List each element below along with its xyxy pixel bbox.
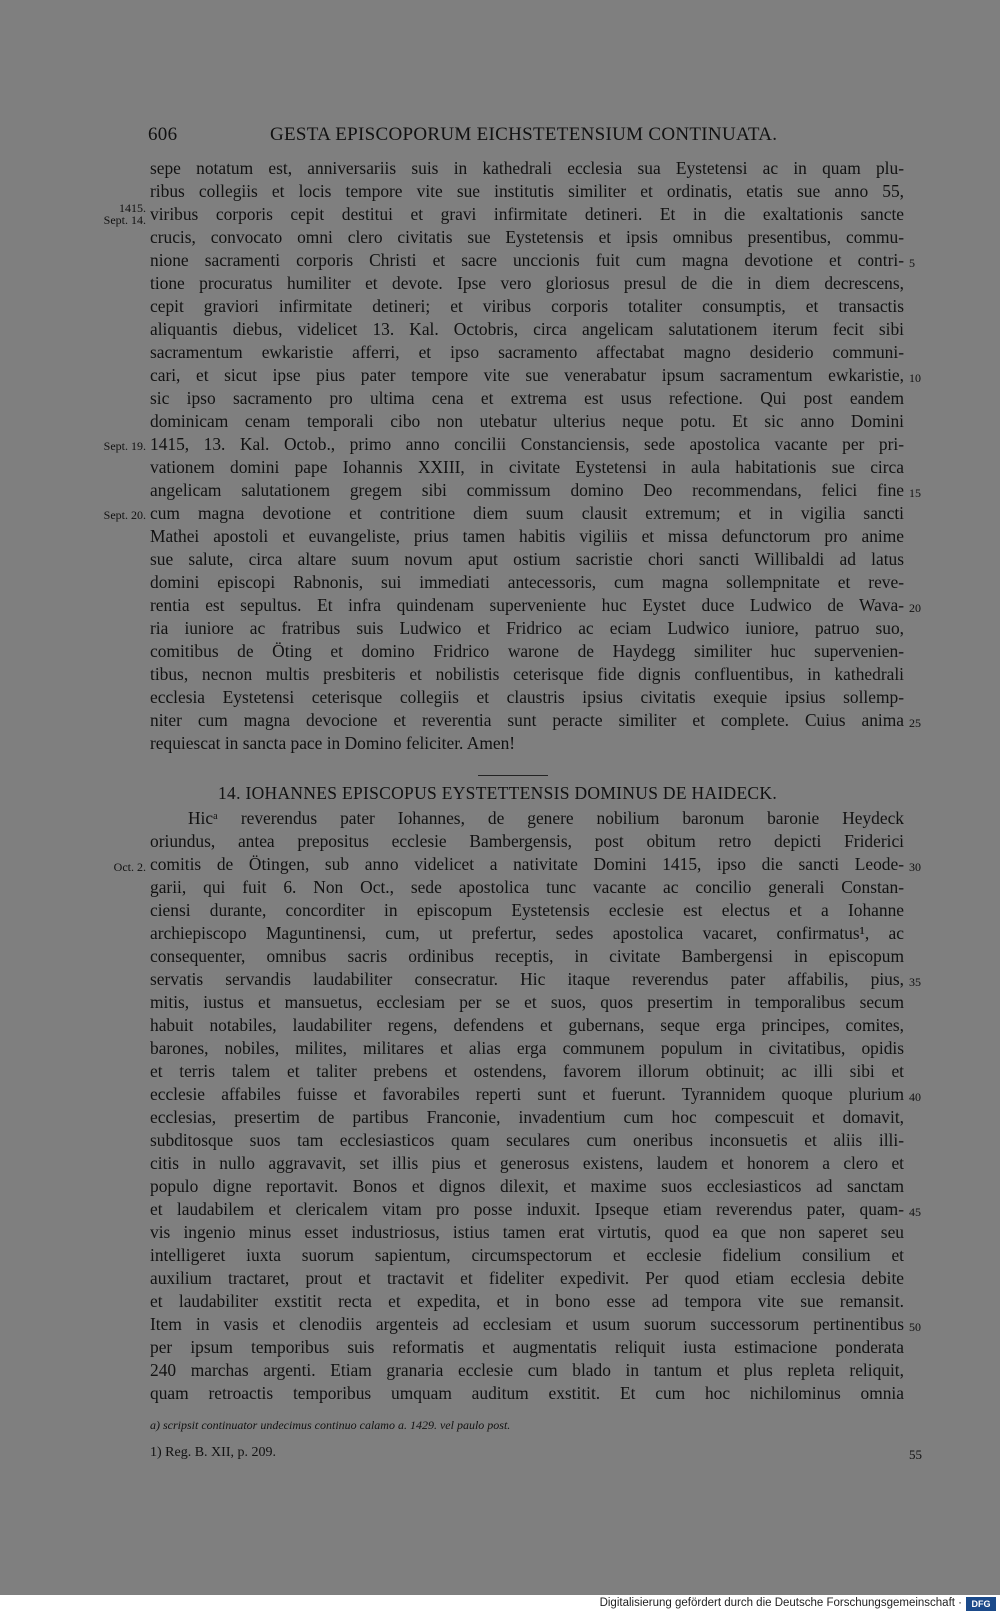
margin-note-date: Sept. 14. (103, 213, 146, 227)
text-line: 240 marchas argenti. Etiam granaria ecclesie cum blado in tantum et plus repleta reliquit, (150, 1360, 904, 1380)
margin-note-date: Sept. 20. (103, 508, 146, 522)
text-line: niter cum magna devocione et reverentia sunt peracte similiter et complete. Cuius anima (150, 710, 904, 730)
text-line: cari, et sicut ipse pius pater tempore vite sue venerabatur ipsum sacramentum ewkaristie, (150, 365, 904, 385)
text-line: vis ingenio minus esset industriosus, istius tamen erat virtutis, quod ea que non saperet seu (150, 1222, 904, 1242)
text-line: nione sacramenti corporis Christi et sacre unccionis fuit cum magna devotione et contri- (150, 250, 904, 270)
text-line: per ipsum temporibus suis reformatis et augmentatis reliquit iusta estimacione ponderata (150, 1337, 904, 1357)
line-number: 10 (909, 371, 921, 385)
text-line: citis in nullo aggravavit, set illis pius et generosus existens, laudem et honorem a clero et (150, 1153, 904, 1173)
line-number: 35 (909, 975, 921, 989)
text-line: et laudabiliter exstitit recta et expedita, et in bono esse ad tempora vite sue remansit. (150, 1291, 904, 1311)
text-line: sepe notatum est, anniversariis suis in kathedrali ecclesia sua Eystetensi ac in quam plu- (150, 158, 904, 178)
line-number: 50 (909, 1320, 921, 1334)
text-line: et laudabilem et clericalem vitam pro posse induxit. Ipseque etiam reverendus pater, quam- (150, 1199, 904, 1219)
running-title: GESTA EPISCOPORUM EICHSTETENSIUM CONTINUATA. (270, 124, 778, 145)
line-number: 40 (909, 1090, 921, 1104)
margin-note-date: Oct. 2. (113, 860, 146, 874)
text-line: sue salute, circa altare suum novum aput ostium sacristie chori sancti Willibaldi ad latus (150, 549, 904, 569)
footnote-a: a) scripsit continuator undecimus continuo calamo a. 1429. vel paulo post. (150, 1418, 511, 1432)
text-line: servatis servandis laudabiliter consecratur. Hic itaque reverendus pater affabilis, pius, (150, 969, 904, 989)
text-line: ecclesia Eystetensi ceterisque collegiis et claustris ipsius civitatis exequie ipsius sollemp- (150, 687, 904, 707)
line-number: 20 (909, 601, 921, 615)
footer-credit: Digitalisierung gefördert durch die Deutsche Forschungsgemeinschaft · (599, 1597, 962, 1609)
text-line: sacramentum ewkaristie afferri, et ipso sacramento affectabat magno desiderio communi- (150, 342, 904, 362)
section-divider (478, 775, 548, 776)
text-line: ecclesias, presertim de partibus Franconie, invadentium cum hoc compescuit et domavit, (150, 1107, 904, 1127)
line-number: 45 (909, 1205, 921, 1219)
text-line: Hicᵃ reverendus pater Iohannes, de genere nobilium baronum baronie Heydeck (188, 808, 904, 828)
text-line: cepit graviori infirmitate detineri; et viribus corporis totaliter consumptis, et transactis (150, 296, 904, 316)
text-line: consequenter, omnibus sacris ordinibus receptis, in civitate Bambergensi in episcopum (150, 946, 904, 966)
text-line: Item in vasis et clenodiis argenteis ad ecclesiam et usum suorum successorum pertinentibus (150, 1314, 904, 1334)
footer-bar (0, 1595, 1000, 1613)
text-line: viribus corporis cepit destitui et gravi infirmitate detineri. Et in die exaltationis sancte (150, 204, 904, 224)
text-line: intelligeret iuxta suorum sapientum, circumspectorum et ecclesie fidelium consilium et (150, 1245, 904, 1265)
line-number: 5 (909, 256, 915, 270)
running-header (148, 124, 900, 148)
text-line: cum magna devotione et contritione diem suum clausit extremum; et in vigilia sancti (150, 503, 904, 523)
text-line: ecclesie affabiles fuisse et favorabiles reperti sunt et fuerunt. Tyrannidem quoque plurium (150, 1084, 904, 1104)
text-line: barones, nobiles, milites, militares et alias erga communem populum in civitatibus, opidis (150, 1038, 904, 1058)
text-line: et terris talem et taliter prebens et ostendens, favorem illorum obtinuit; ac illi sibi et (150, 1061, 904, 1081)
text-line: garii, qui fuit 6. Non Oct., sede apostolica tunc vacante ac concilio generali Constan- (150, 877, 904, 897)
text-line: populo digne reportavit. Bonos et dignos dilexit, et maxime suos ecclesiasticos ad sanctam (150, 1176, 904, 1196)
signature-mark: 55 (909, 1447, 922, 1462)
text-line: angelicam salutationem gregem sibi commissum domino Deo recommendans, felici fine (150, 480, 904, 500)
text-line: habuit notabiles, laudabiliter regens, defendens et gubernans, seque erga principes, comites, (150, 1015, 904, 1035)
text-line: sic ipso sacramento pro ultima cena et extrema est usus refectione. Qui post eandem (150, 388, 904, 408)
text-line: requiescat in sancta pace in Domino feliciter. Amen! (150, 733, 516, 753)
page-number: 606 (148, 124, 178, 145)
text-line: ribus collegiis et locis tempore vite sue institutis similiter et ordinatis, etatis sue anno 55, (150, 181, 904, 201)
text-line: comitibus de Öting et domino Fridrico warone de Haydegg similiter huc supervenien- (150, 641, 904, 661)
text-line: Mathei apostoli et euvangeliste, prius tamen habitis vigiliis et missa defunctorum pro anime (150, 526, 904, 546)
text-line: tibus, necnon multis presbiteris et nobilistis ceterisque fide dignis confluentibus, in kathedrali (150, 664, 904, 684)
text-line: crucis, convocato omni clero civitatis sue Eystetensis et ipsis omnibus presentibus, commu- (150, 227, 904, 247)
text-line: subditosque suos tam ecclesiasticos quam seculares cum oneribus inconsuetis et aliis illi- (150, 1130, 904, 1150)
text-line: rentia est sepultus. Et infra quindenam superveniente huc Eystet duce Ludwico de Wava- (150, 595, 904, 615)
footnote-1: 1) Reg. B. XII, p. 209. (150, 1445, 276, 1460)
text-line: mitis, iustus et mansuetus, ecclesiam per se et suos, quos presertim in temporalibus secum (150, 992, 904, 1012)
text-line: comitis de Ötingen, sub anno videlicet a nativitate Domini 1415, ipso die sancti Leode- (150, 854, 904, 874)
text-line: archiepiscopo Maguntinensi, cum, ut prefertur, sedes apostolica vacaret, confirmatus¹, ac (150, 923, 904, 943)
line-number: 30 (909, 860, 921, 874)
text-line: auxilium tractaret, prout et tractavit et fideliter expedivit. Per quod etiam ecclesia debite (150, 1268, 904, 1288)
text-line: ciensi durante, concorditer in episcopum Eystetensis ecclesie est electus et a Iohanne (150, 900, 904, 920)
text-line: 1415, 13. Kal. Octob., primo anno concilii Constanciensis, sede apostolica vacante per pri- (150, 434, 904, 454)
text-line: domini episcopi Rabnonis, sui immediati antecessoris, cum magna sollempnitate et reve- (150, 572, 904, 592)
line-number: 25 (909, 716, 921, 730)
text-line: aliquantis diebus, videlicet 13. Kal. Octobris, circa angelicam salutationem iterum fecit sibi (150, 319, 904, 339)
margin-note-date: Sept. 19. (103, 439, 146, 453)
dfg-logo-icon: DFG (966, 1597, 996, 1611)
text-line: ria iuniore ac fratribus suis Ludwico et Fridrico ac eciam Ludwico iuniore, patruo suo, (150, 618, 904, 638)
text-line: dominicam cenam temporali cibo non utebatur ulterius neque potu. Et sic anno Domini (150, 411, 904, 431)
text-line: quam retroactis temporibus umquam auditum exstitit. Et cum hoc nichilominus omnia (150, 1383, 904, 1403)
text-line: tione procuratus humiliter et devote. Ipse vero gloriosus presul de die in diem decrescens, (150, 273, 904, 293)
line-number: 15 (909, 486, 921, 500)
section-title: 14. IOHANNES EPISCOPUS EYSTETTENSIS DOMINUS DE HAIDECK. (218, 783, 778, 803)
margin-note-year: 1415. (119, 201, 146, 215)
text-line: vationem domini pape Iohannis XXIII, in civitate Eystetensi in aula habitationis sue circa (150, 457, 904, 477)
text-line: oriundus, antea prepositus ecclesie Bambergensis, post obitum retro depicti Friderici (150, 831, 904, 851)
